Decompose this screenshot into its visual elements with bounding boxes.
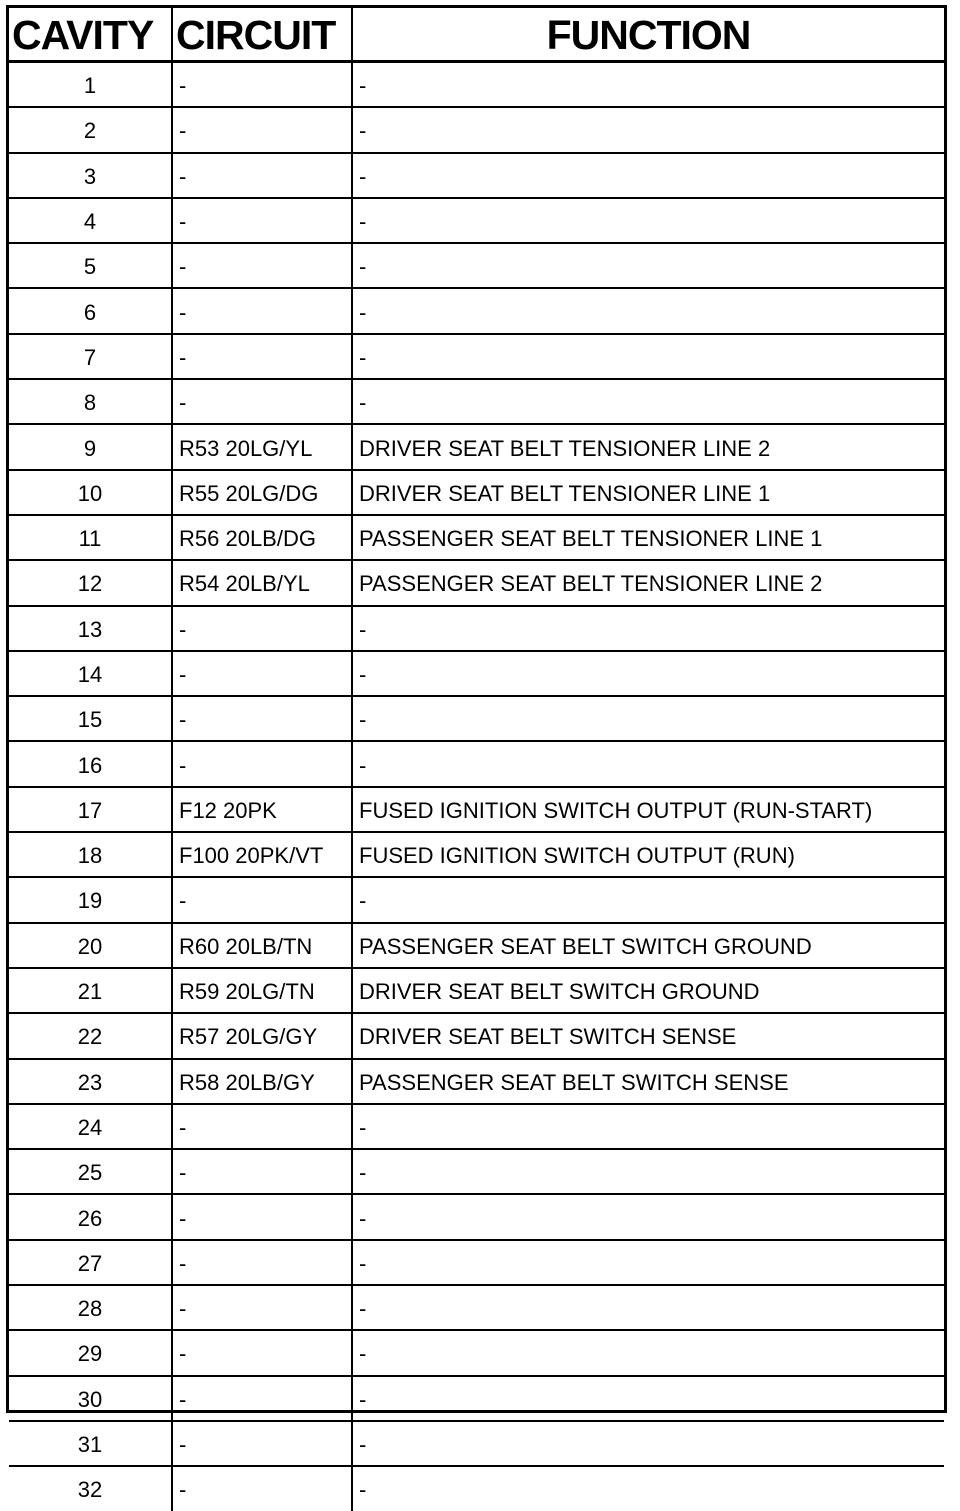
cavity-cell: 2 — [9, 107, 172, 152]
table-row — [9, 424, 944, 469]
cavity-cell: 32 — [9, 1466, 172, 1510]
circuit-cell: - — [172, 107, 352, 152]
cavity-cell: 3 — [9, 153, 172, 198]
table-row — [9, 832, 944, 877]
cavity-cell: 18 — [9, 832, 172, 877]
table-body — [9, 62, 944, 1511]
table-row — [9, 1240, 944, 1285]
table-row — [9, 1194, 944, 1239]
cavity-cell: 8 — [9, 379, 172, 424]
table-row — [9, 153, 944, 198]
table-row — [9, 107, 944, 152]
circuit-cell: - — [172, 696, 352, 741]
cavity-cell: 27 — [9, 1240, 172, 1285]
function-cell: - — [352, 1376, 944, 1421]
cavity-cell: 9 — [9, 424, 172, 469]
cavity-cell: 24 — [9, 1104, 172, 1149]
circuit-cell: - — [172, 606, 352, 651]
cavity-cell: 26 — [9, 1194, 172, 1239]
function-cell: - — [352, 62, 944, 108]
circuit-cell: R58 20LB/GY — [172, 1059, 352, 1104]
function-cell: - — [359, 1477, 367, 1503]
function-cell: - — [352, 696, 944, 741]
cavity-cell: 1 — [9, 62, 172, 108]
function-cell: PASSENGER SEAT BELT SWITCH GROUND — [352, 923, 944, 968]
function-cell: - — [352, 153, 944, 198]
connector-pinout-sheet — [6, 5, 947, 1503]
function-cell: DRIVER SEAT BELT TENSIONER LINE 1 — [352, 470, 944, 515]
table-row — [9, 1330, 944, 1375]
circuit-cell: R59 20LG/TN — [172, 968, 352, 1013]
table-row — [9, 787, 944, 832]
cavity-cell: 17 — [9, 787, 172, 832]
function-cell: - — [352, 379, 944, 424]
table-row — [9, 1285, 944, 1330]
circuit-cell: - — [172, 877, 352, 922]
cavity-cell: 28 — [9, 1285, 172, 1330]
circuit-cell: - — [172, 198, 352, 243]
cavity-cell: 12 — [9, 560, 172, 605]
function-cell: DRIVER SEAT BELT SWITCH GROUND — [352, 968, 944, 1013]
function-cell: DRIVER SEAT BELT TENSIONER LINE 2 — [352, 424, 944, 469]
function-cell: - — [352, 334, 944, 379]
header-function: FUNCTION — [352, 8, 944, 62]
circuit-cell: - — [172, 1194, 352, 1239]
table-row — [9, 560, 944, 605]
function-cell: - — [352, 1330, 944, 1375]
function-cell: - — [352, 243, 944, 288]
table-row — [9, 968, 944, 1013]
connector-pinout-table — [9, 8, 944, 1511]
table-row — [9, 288, 944, 333]
circuit-cell: R53 20LG/YL — [172, 424, 352, 469]
cavity-cell: 4 — [9, 198, 172, 243]
circuit-cell: R54 20LB/YL — [172, 560, 352, 605]
circuit-cell: - — [172, 1285, 352, 1330]
table-row — [9, 651, 944, 696]
function-cell: - — [352, 1104, 944, 1149]
table-row — [9, 379, 944, 424]
cavity-cell: 7 — [9, 334, 172, 379]
table-row — [9, 1421, 944, 1466]
circuit-cell: - — [172, 1149, 352, 1194]
table-row — [9, 923, 944, 968]
circuit-cell: R60 20LB/TN — [172, 923, 352, 968]
circuit-cell: - — [172, 243, 352, 288]
function-cell: PASSENGER SEAT BELT TENSIONER LINE 2 — [352, 560, 944, 605]
cavity-cell: 21 — [9, 968, 172, 1013]
function-cell: - — [352, 1194, 944, 1239]
circuit-cell: R57 20LG/GY — [172, 1013, 352, 1058]
table-row — [9, 606, 944, 651]
table-row — [9, 1466, 944, 1510]
function-cell: - — [352, 1285, 944, 1330]
circuit-cell: F12 20PK — [172, 787, 352, 832]
cavity-cell: 13 — [9, 606, 172, 651]
function-cell: PASSENGER SEAT BELT TENSIONER LINE 1 — [352, 515, 944, 560]
circuit-cell: - — [172, 334, 352, 379]
cavity-cell: 23 — [9, 1059, 172, 1104]
cavity-cell: 11 — [9, 515, 172, 560]
table-row — [9, 1376, 944, 1421]
function-cell: - — [352, 107, 944, 152]
cavity-cell: 5 — [9, 243, 172, 288]
function-cell: - — [352, 198, 944, 243]
cavity-cell: 30 — [9, 1376, 172, 1421]
circuit-cell: - — [172, 1421, 352, 1466]
table-row — [9, 1149, 944, 1194]
table-row — [9, 334, 944, 379]
table-row — [9, 470, 944, 515]
circuit-cell: F100 20PK/VT — [172, 832, 352, 877]
table-row — [9, 1059, 944, 1104]
table-row — [9, 62, 944, 108]
circuit-cell: - — [172, 288, 352, 333]
function-cell: - — [352, 741, 944, 786]
circuit-cell: - — [172, 651, 352, 696]
circuit-cell: - — [172, 153, 352, 198]
circuit-cell: - — [172, 379, 352, 424]
table-row — [9, 741, 944, 786]
circuit-cell: - — [172, 1376, 352, 1421]
cavity-cell: 20 — [9, 923, 172, 968]
cavity-cell: 14 — [9, 651, 172, 696]
function-cell: FUSED IGNITION SWITCH OUTPUT (RUN-START) — [352, 787, 944, 832]
circuit-cell: - — [172, 1240, 352, 1285]
table-row — [9, 696, 944, 741]
function-cell: PASSENGER SEAT BELT SWITCH SENSE — [352, 1059, 944, 1104]
circuit-cell: - — [172, 741, 352, 786]
function-cell: DRIVER SEAT BELT SWITCH SENSE — [352, 1013, 944, 1058]
circuit-cell: - — [172, 1104, 352, 1149]
cavity-cell: 16 — [9, 741, 172, 786]
circuit-cell: - — [172, 1330, 352, 1375]
table-row — [9, 1104, 944, 1149]
cavity-cell: 10 — [9, 470, 172, 515]
table-row — [9, 1013, 944, 1058]
table-row — [9, 515, 944, 560]
cavity-cell: 15 — [9, 696, 172, 741]
function-cell: - — [352, 1240, 944, 1285]
function-cell: - — [352, 651, 944, 696]
cavity-cell: 25 — [9, 1149, 172, 1194]
function-cell: - — [352, 606, 944, 651]
function-cell: - — [352, 288, 944, 333]
circuit-cell: - — [172, 62, 352, 108]
function-cell: - — [352, 1421, 944, 1466]
cavity-cell: 29 — [9, 1330, 172, 1375]
circuit-cell: - — [172, 1466, 352, 1510]
function-cell: - — [352, 877, 944, 922]
header-circuit: CIRCUIT — [172, 8, 352, 62]
table-row — [9, 243, 944, 288]
table-row — [9, 877, 944, 922]
circuit-cell: R55 20LG/DG — [172, 470, 352, 515]
cavity-cell: 19 — [9, 877, 172, 922]
cavity-cell: 31 — [9, 1421, 172, 1466]
cavity-cell: 22 — [9, 1013, 172, 1058]
circuit-cell: R56 20LB/DG — [172, 515, 352, 560]
table-row — [9, 198, 944, 243]
cavity-cell: 6 — [9, 288, 172, 333]
header-cavity: CAVITY — [9, 8, 172, 62]
function-cell: FUSED IGNITION SWITCH OUTPUT (RUN) — [352, 832, 944, 877]
header-row — [9, 8, 944, 62]
function-cell: - — [352, 1149, 944, 1194]
